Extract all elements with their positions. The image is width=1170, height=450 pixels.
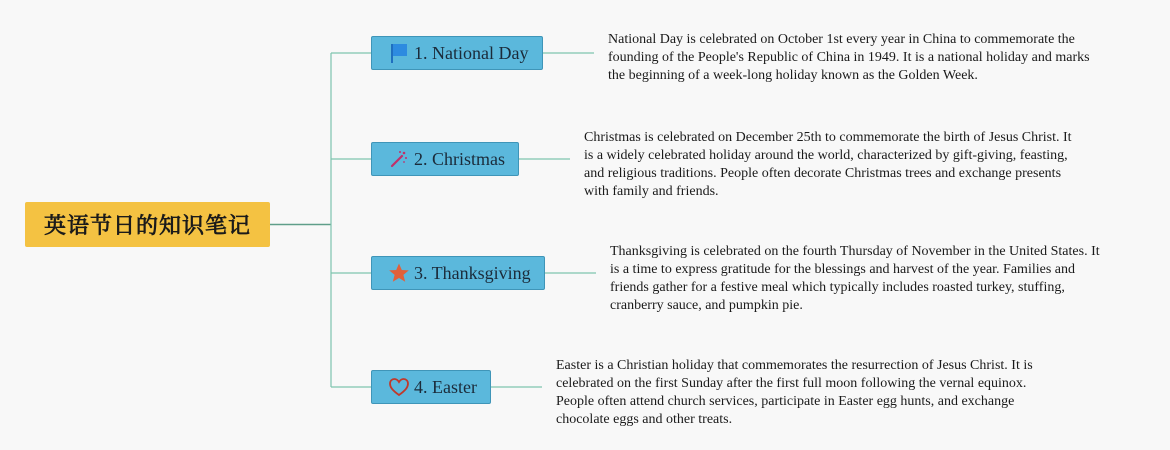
note-easter: Easter is a Christian holiday that commemorates the resurrection of Jesus Christ. It is celebrated on the first Sunday after the first full moon following the vernal equinox. People often attend church services, participate in Easter egg hunts, and exchange chocolate eggs and other treats. [556, 358, 1033, 427]
root-topic[interactable] [25, 202, 270, 247]
flag-icon [388, 42, 410, 64]
note-christmas: Christmas is celebrated on December 25th to commemorate the birth of Jesus Christ. It is a widely celebrated holiday around the world, characterized by gift-giving, feasting, and religious traditions. People often decorate Christmas trees and exchange presents with family and friends. [584, 130, 1072, 199]
heart-icon [388, 376, 410, 398]
branch-national-day[interactable] [371, 36, 543, 70]
branch-christmas[interactable] [371, 142, 519, 176]
star-icon [388, 262, 410, 284]
branch-label: 3. Thanksgiving [414, 262, 531, 283]
note-national-day: National Day is celebrated on October 1st every year in China to commemorate the founding of the People's Republic of China in 1949. It is a national holiday and marks the beginning of a week-long holiday known as the Golden Week. [608, 32, 1090, 83]
branch-label: 1. National Day [414, 42, 529, 63]
branch-label: 4. Easter [414, 376, 477, 397]
magic-wand-icon [388, 148, 410, 170]
branch-thanksgiving[interactable] [371, 256, 545, 290]
note-thanksgiving: Thanksgiving is celebrated on the fourth Thursday of November in the United States. It is a time to express gratitude for the blessings and harvest of the year. Families and friends gather for a festive meal which typically includes roasted turkey, stuffing, cranberry sauce, and pumpkin pie. [610, 244, 1100, 313]
branch-easter[interactable] [371, 370, 491, 404]
root-title: 英语节日的知识笔记 [43, 214, 251, 239]
branch-label: 2. Christmas [414, 148, 506, 169]
